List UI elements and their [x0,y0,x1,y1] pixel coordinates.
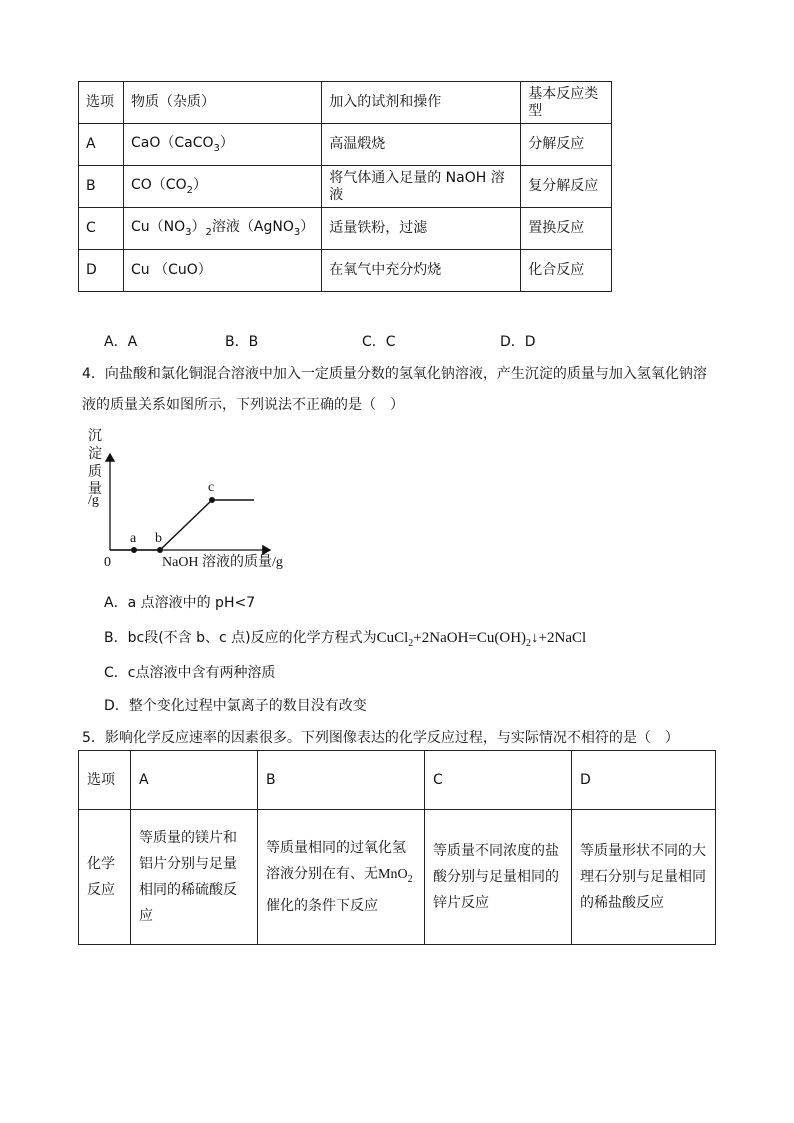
cell-a: 等质量的镁片和 铝片分别与足量 相同的稀硫酸反 应 [131,810,258,945]
table-row [79,810,716,945]
cell-option: A [79,124,124,166]
cell-substance: $CO(CO_2)$ [124,166,322,208]
col-header-d: D [572,751,716,810]
cell-operation: 高温煅烧 [322,124,521,166]
point-a [131,547,137,553]
cell-operation: 将气体通入足量的 NaOH 溶液 [322,166,521,208]
cell-operation: 在氧气中充分灼烧 [322,250,521,292]
point-label-a: a [130,531,137,546]
table-row [79,208,612,250]
table-header-row [79,82,612,124]
question-4-line-2: 液的质量关系如图所示，下列说法不正确的是（ ） [82,397,404,413]
choice-c[interactable]: C．C [362,334,396,350]
col-header-a: A [131,751,258,810]
origin-label: 0 [104,555,111,570]
point-c [209,497,215,503]
cell-b: 等质量相同的过氧化氢 溶液分别在有、无MnO$_2$ 催化的条件下反应 [258,810,425,945]
cell-operation: 适量铁粉，过滤 [322,208,521,250]
cell-substance: Cu （CuO） [124,250,322,292]
y-axis-label-char: 量 [88,482,102,497]
option-c[interactable]: C．c点溶液中含有两种溶质 [104,665,276,681]
cell-option: C [79,208,124,250]
y-axis-label-char: 淀 [88,447,102,462]
cell-d: 等质量形状不同的大 理石分别与足量相同 的稀盐酸反应 [572,810,716,945]
cell-c: 等质量不同浓度的盐 酸分别与足量相同的 锌片反应 [425,810,572,945]
option-d[interactable]: D．整个变化过程中氯离子的数目没有改变 [104,698,367,714]
cell-substance: $Cu(NO_3)_2$溶液（AgNO$_3$） [124,208,322,250]
col-header-option: 选项 [79,82,124,124]
row-label: 化学 反应 [79,810,131,945]
cell-type: 置换反应 [521,208,612,250]
point-label-c: c [208,480,215,495]
option-b[interactable]: B．bc段(不含 b、c 点)反应的化学方程式为$CuCl_2+2NaOH=Cu(OH)_2↓+2NaCl$ [104,630,587,649]
col-header-type: 基本反应类型 [521,82,612,124]
choice-d[interactable]: D．D [500,334,536,350]
question-4-line-1: 4．向盐酸和氯化铜混合溶液中加入一定质量分数的氢氧化钠溶液，产生沉淀的质量与加入氢氧化钠溶 [82,366,707,382]
y-axis-label-char: /g [88,493,99,508]
col-header-substance: 物质（杂质） [124,82,322,124]
reagent-table [78,81,612,292]
cell-option: D [79,250,124,292]
cell-type: 分解反应 [521,124,612,166]
col-header-option: 选项 [79,751,131,810]
cell-type: 化合反应 [521,250,612,292]
x-axis-label: NaOH 溶液的质量/g [162,555,283,570]
col-header-c: C [425,751,572,810]
point-label-b: b [155,531,162,546]
choice-a[interactable]: A．A [104,334,138,350]
table-row [79,166,612,208]
y-axis-label-char: 沉 [88,429,102,444]
y-axis-label-char: 质 [88,465,102,480]
option-a[interactable]: A．a 点溶液中的 pH<7 [104,595,256,611]
cell-substance: CaO（CaCO$_3$） [124,124,322,166]
choice-b[interactable]: B．B [225,334,259,350]
table-row [79,124,612,166]
table-row [79,250,612,292]
cell-option: B [79,166,124,208]
reaction-table [78,750,716,945]
col-header-operation: 加入的试剂和操作 [322,82,521,124]
table-header-row [79,751,716,810]
question-5-title: 5．影响化学反应速率的因素很多。下列图像表达的化学反应过程，与实际情况不相符的是（ ） [82,730,679,746]
precipitate-mass-chart [82,424,312,574]
cell-type: 复分解反应 [521,166,612,208]
point-b [157,547,163,553]
col-header-b: B [258,751,425,810]
